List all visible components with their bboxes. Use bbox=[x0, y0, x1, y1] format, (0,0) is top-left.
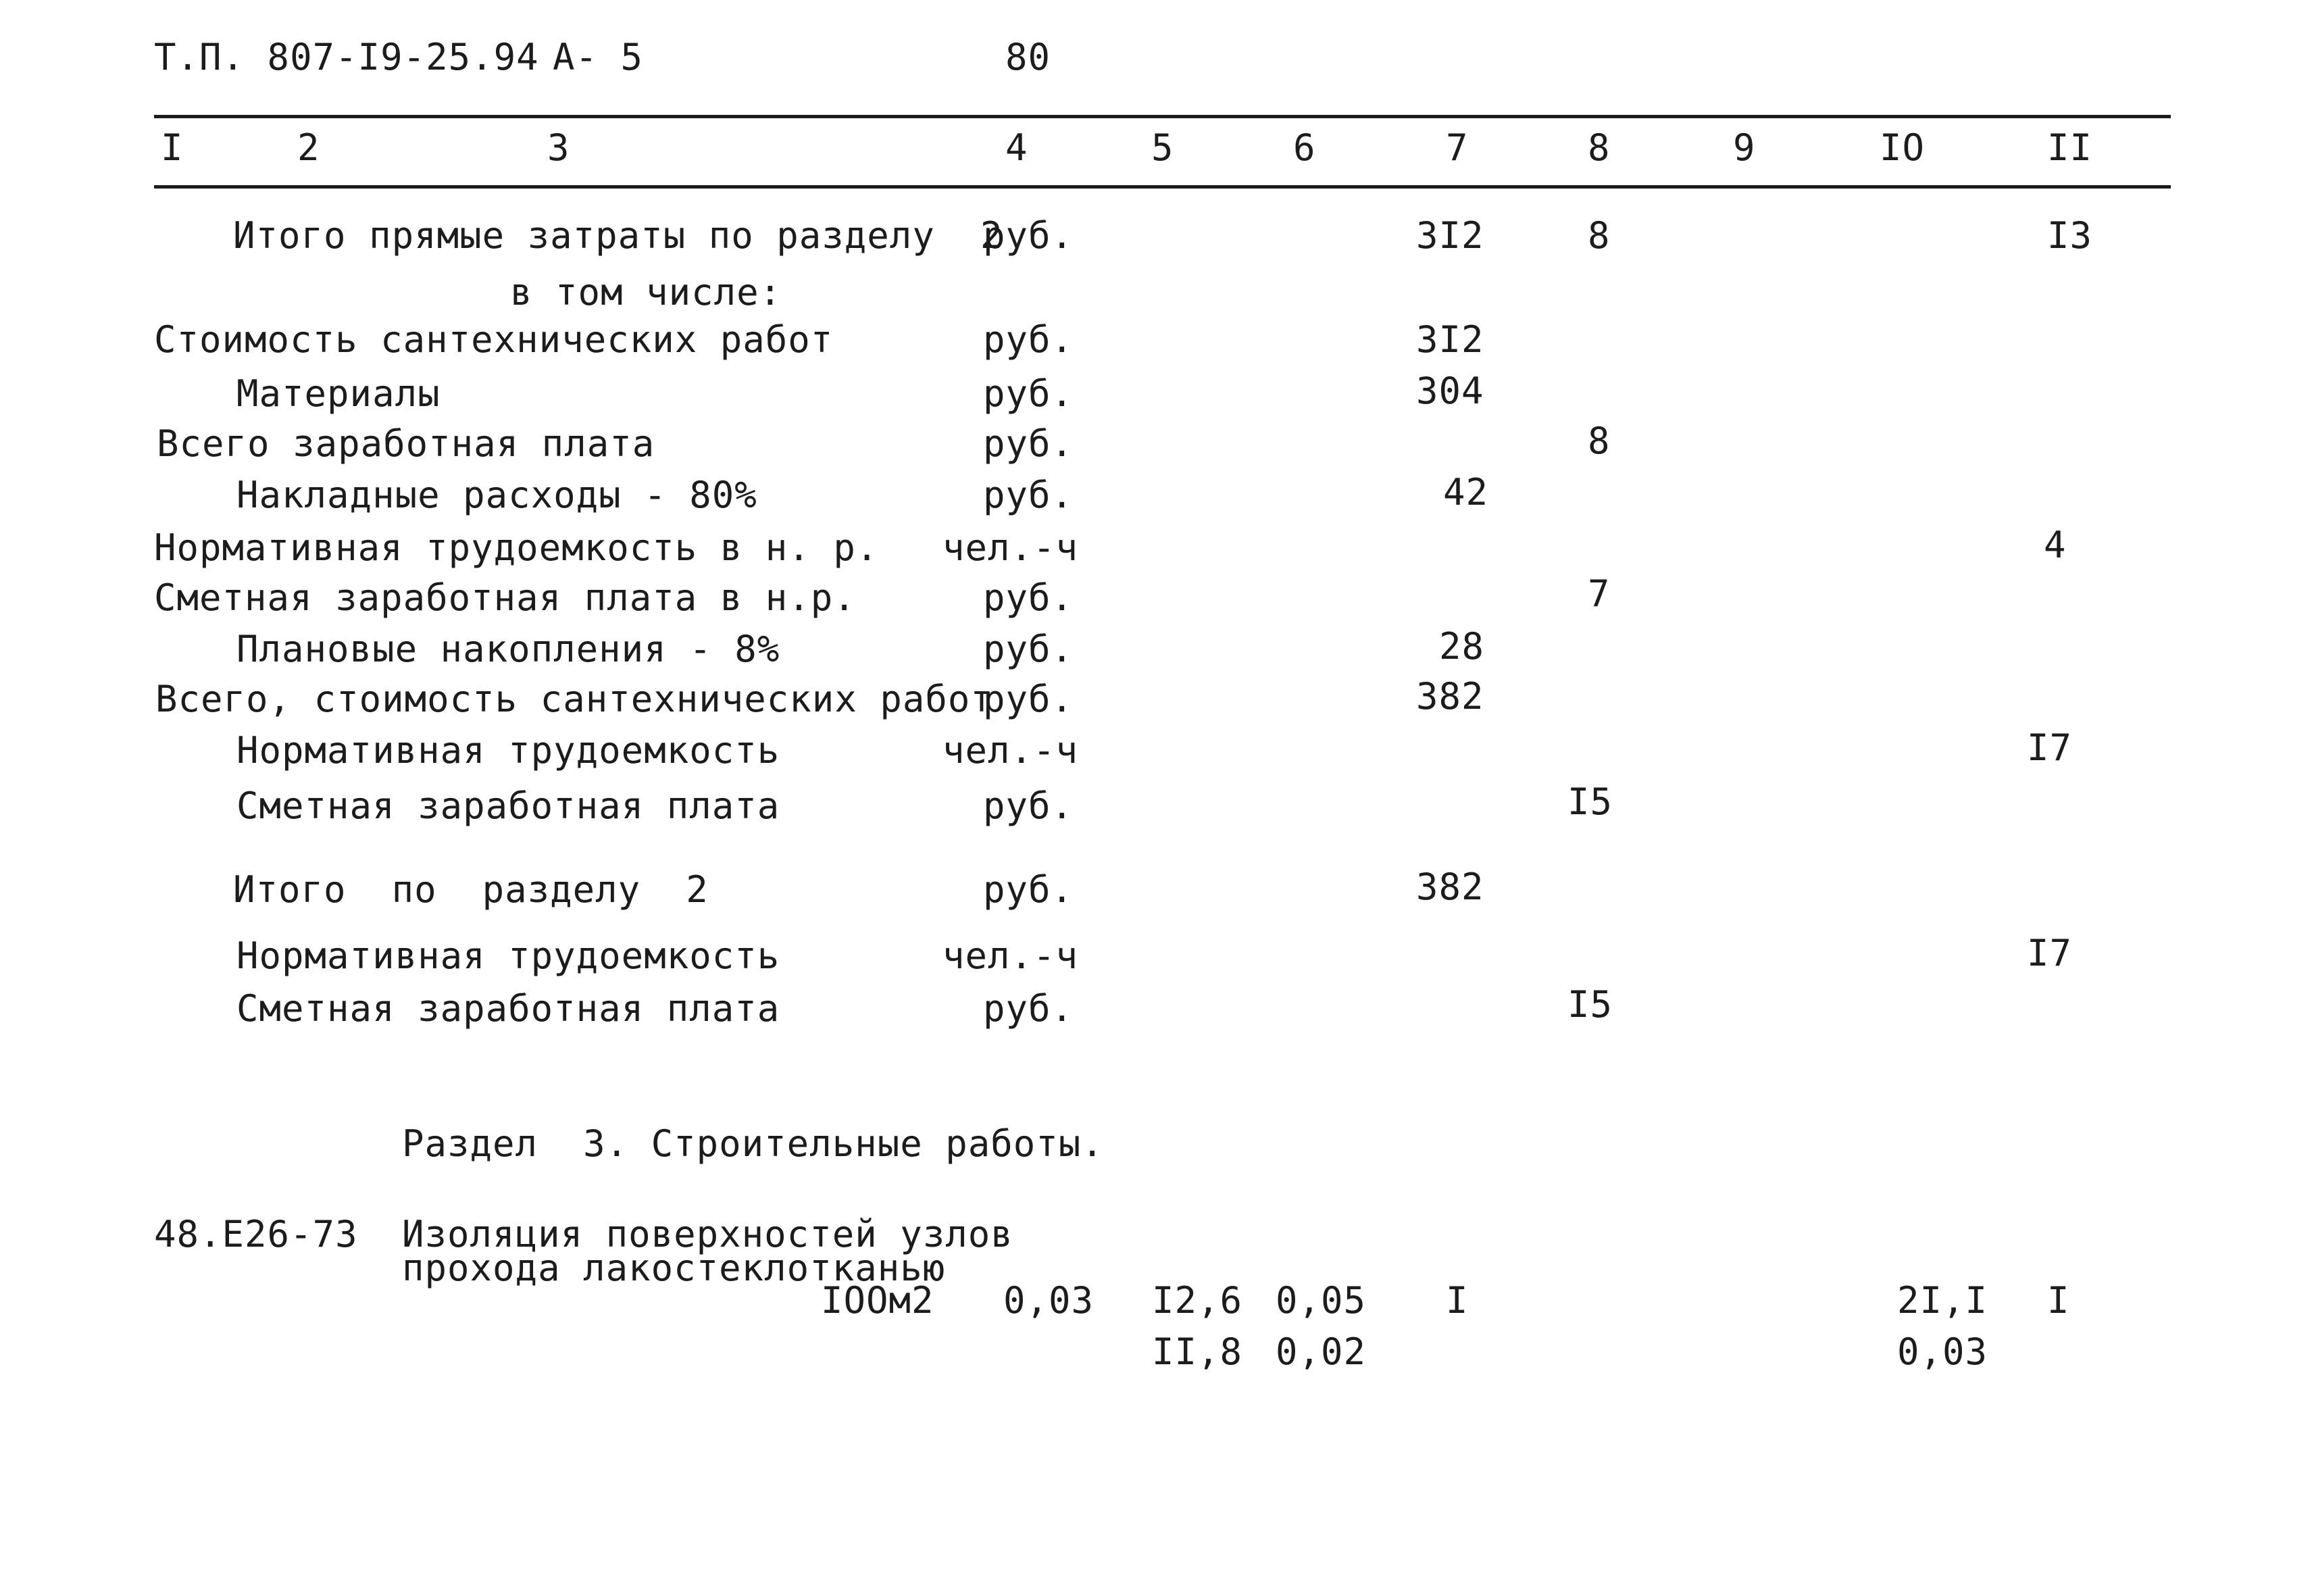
row-unit: руб. bbox=[983, 372, 1074, 415]
item-unit: IOOм2 bbox=[821, 1279, 934, 1322]
row-unit: руб. bbox=[983, 576, 1074, 619]
item-col6-b: 0,02 bbox=[1276, 1330, 1367, 1373]
row-label: Сметная заработная плата в н.р. bbox=[154, 576, 856, 619]
row-unit: чел.-ч bbox=[942, 729, 1079, 772]
row-col7: 3I2 bbox=[1416, 318, 1484, 361]
column-header-3: 3 bbox=[547, 126, 570, 169]
column-header-7: 7 bbox=[1446, 126, 1469, 169]
row-unit: руб. bbox=[983, 628, 1074, 670]
column-header-9: 9 bbox=[1733, 126, 1756, 169]
item-col5-b: II,8 bbox=[1152, 1330, 1243, 1373]
row-label: Стоимость сантехнических работ bbox=[154, 318, 834, 361]
item-quantity: 0,03 bbox=[1003, 1279, 1095, 1322]
page-number: 80 bbox=[1005, 36, 1051, 78]
row-label: Сметная заработная плата bbox=[236, 987, 780, 1030]
row-unit: руб. bbox=[983, 987, 1074, 1030]
row-unit: руб. bbox=[983, 422, 1074, 465]
row-col11: I7 bbox=[2027, 726, 2073, 769]
row-col7: 304 bbox=[1416, 370, 1484, 412]
row-unit: руб. bbox=[983, 318, 1074, 361]
row-label: Всего заработная плата bbox=[157, 422, 655, 465]
item-col5-a: I2,6 bbox=[1152, 1279, 1243, 1322]
row-col11: 4 bbox=[2044, 524, 2067, 566]
row-col8: I5 bbox=[1567, 983, 1613, 1026]
row-col8: I5 bbox=[1567, 780, 1613, 823]
row-col7: 3I2 bbox=[1416, 214, 1484, 257]
column-header-5: 5 bbox=[1151, 126, 1174, 169]
row-col8: 8 bbox=[1588, 420, 1611, 462]
row-unit: руб. bbox=[983, 678, 1074, 720]
item-description-line2: прохода лакостеклотканью bbox=[402, 1247, 946, 1289]
column-header-6: 6 bbox=[1293, 126, 1316, 169]
row-unit: чел.-ч bbox=[942, 934, 1079, 977]
row-col7: 28 bbox=[1439, 625, 1485, 668]
row-label: Плановые накопления - 8% bbox=[236, 628, 780, 670]
item-col10-b: 0,03 bbox=[1897, 1330, 1988, 1373]
row-unit: руб. bbox=[983, 474, 1074, 516]
row-label: Материалы bbox=[236, 372, 441, 415]
column-header-2: 2 bbox=[297, 126, 320, 169]
row-label: Итого по разделу 2 bbox=[233, 868, 709, 911]
item-col6-a: 0,05 bbox=[1276, 1279, 1367, 1322]
row-unit: чел.-ч bbox=[942, 526, 1079, 569]
column-header-8: 8 bbox=[1588, 126, 1611, 169]
column-header-1: I bbox=[161, 126, 184, 169]
row-col11: I3 bbox=[2047, 214, 2093, 257]
row-col11: I7 bbox=[2027, 932, 2073, 974]
row-label: в том числе: bbox=[510, 271, 782, 314]
row-unit: руб. bbox=[983, 868, 1074, 911]
row-label: Сметная заработная плата bbox=[236, 784, 780, 827]
column-header-10: IO bbox=[1880, 126, 1926, 169]
item-description-line1: Изоляция поверхностей узлов bbox=[402, 1213, 1013, 1255]
row-unit: руб. bbox=[983, 784, 1074, 827]
row-col7: 42 bbox=[1443, 471, 1489, 514]
item-col11: I bbox=[2047, 1279, 2070, 1322]
top-rule bbox=[154, 115, 2171, 118]
section-title: Раздел 3. Строительные работы. bbox=[402, 1122, 1104, 1165]
item-code: 48.Е26-73 bbox=[154, 1213, 358, 1255]
row-label: Накладные расходы - 80% bbox=[236, 474, 757, 516]
album-label: А- 5 bbox=[553, 36, 644, 78]
doc-code: Т.П. 807-I9-25.94 bbox=[154, 36, 539, 78]
row-col7: 382 bbox=[1416, 866, 1484, 908]
row-col8: 7 bbox=[1588, 572, 1611, 615]
row-col7: 382 bbox=[1416, 675, 1484, 718]
item-col7: I bbox=[1446, 1279, 1469, 1322]
row-label: Нормативная трудоемкость в н. р. bbox=[154, 526, 879, 569]
item-col10-a: 2I,I bbox=[1897, 1279, 1988, 1322]
row-label: Всего, стоимость сантехнических работ bbox=[155, 678, 993, 720]
column-header-11: II bbox=[2047, 126, 2093, 169]
row-label: Нормативная трудоемкость bbox=[236, 729, 780, 772]
header-bottom-rule bbox=[154, 185, 2171, 189]
column-header-4: 4 bbox=[1005, 126, 1028, 169]
row-label: Итого прямые затраты по разделу 2 bbox=[233, 214, 1003, 257]
row-label: Нормативная трудоемкость bbox=[236, 934, 780, 977]
row-col8: 8 bbox=[1588, 214, 1611, 257]
row-unit: руб. bbox=[983, 214, 1074, 257]
